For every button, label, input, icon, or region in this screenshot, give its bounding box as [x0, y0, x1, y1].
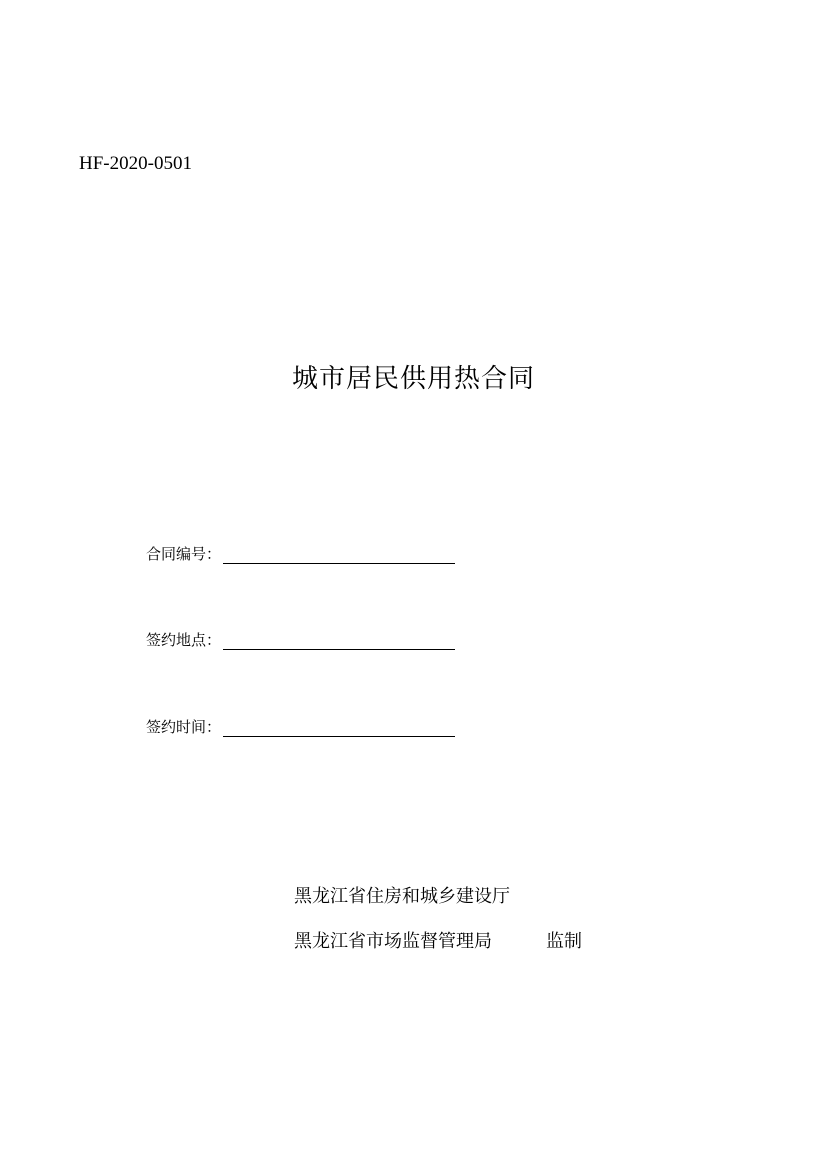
signing-location-field: [146, 624, 455, 650]
signing-time-blank-line: [223, 716, 455, 737]
document-code: HF-2020-0501: [79, 153, 192, 174]
supervise-label: 监制: [546, 931, 582, 952]
contract-number-label: 合同编号：: [146, 545, 222, 563]
document-title: 城市居民供用热合同: [291, 364, 535, 394]
signing-time-label: 签约时间：: [146, 718, 222, 736]
issuer-market-supervision-bureau: 黑龙江省市场监督管理局: [294, 931, 492, 952]
contract-number-field: [146, 538, 455, 564]
signing-time-field: [146, 711, 455, 737]
signing-location-label: 签约地点：: [146, 631, 222, 649]
signing-location-blank-line: [223, 629, 455, 650]
contract-number-blank-line: [223, 543, 455, 564]
issuer-housing-department: 黑龙江省住房和城乡建设厅: [294, 886, 510, 907]
